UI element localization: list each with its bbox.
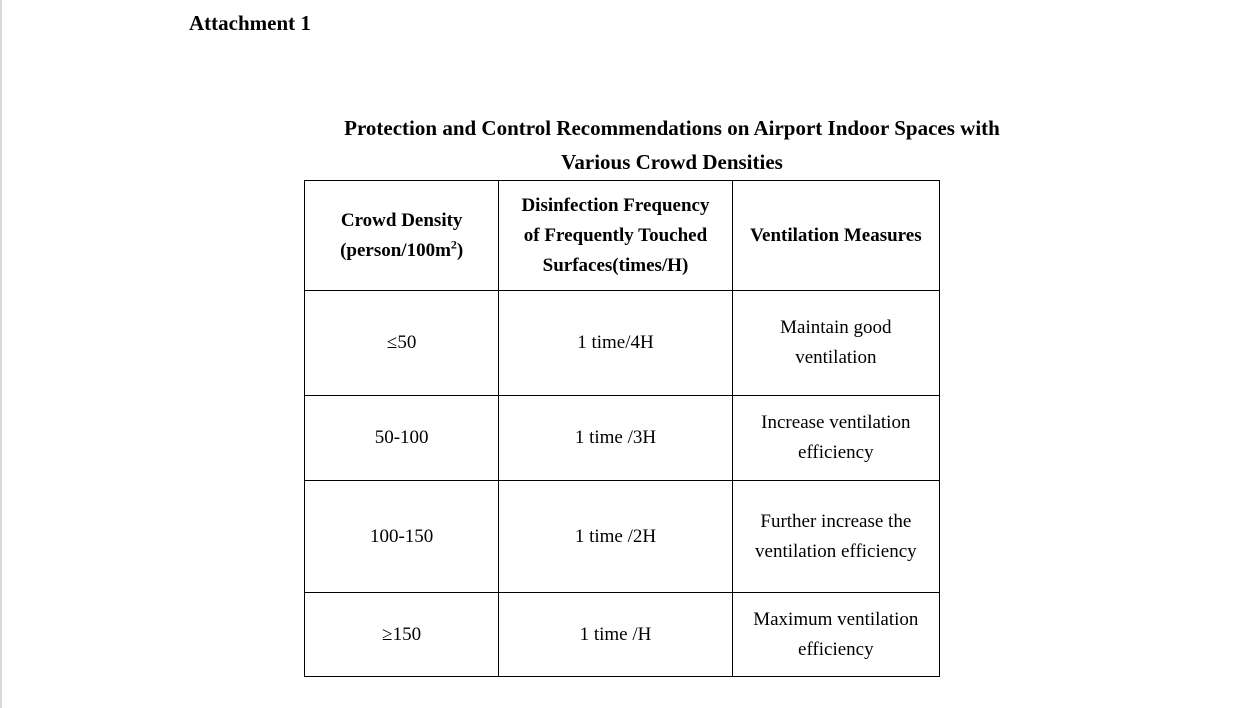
crowd-density-table (304, 180, 940, 677)
header-crowd-density-unit: (person/100m (340, 239, 451, 261)
document-title-line-1: Protection and Control Recommendations on Airport Indoor Spaces with (344, 116, 1000, 140)
density-cell: 50-100 (305, 396, 499, 481)
header-crowd-density-line-2 (307, 236, 496, 266)
frequency-cell: 1 time/4H (499, 291, 732, 396)
ventilation-line-2: efficiency (798, 442, 874, 463)
header-disinfection-line-2: of Frequently Touched (523, 224, 708, 246)
ventilation-cell (732, 396, 939, 481)
ventilation-line-1: Maximum ventilation (753, 608, 919, 630)
ventilation-cell (732, 593, 939, 677)
ventilation-line-1: Increase ventilation (761, 412, 911, 433)
header-disinfection-line-1: Disinfection Frequency (521, 194, 710, 216)
attachment-label: Attachment 1 (189, 11, 311, 35)
table-row (305, 396, 940, 481)
header-crowd-density-unit-close: ) (456, 239, 464, 261)
ventilation-line-2: ventilation (795, 347, 877, 368)
header-crowd-density-line-1: Crowd Density (340, 209, 463, 231)
ventilation-line-2: ventilation efficiency (755, 540, 917, 562)
ventilation-cell (732, 481, 939, 593)
density-cell: ≤50 (305, 291, 499, 396)
frequency-cell: 1 time /2H (499, 481, 732, 593)
ventilation-line-1: Further increase the (760, 510, 912, 532)
ventilation-cell (732, 291, 939, 396)
frequency-cell: 1 time /3H (499, 396, 732, 481)
document-title-line-2: Various Crowd Densities (561, 150, 783, 174)
header-crowd-density (305, 181, 499, 291)
header-ventilation-measures (732, 181, 939, 291)
density-cell: ≥150 (305, 593, 499, 677)
table-header-row (305, 181, 940, 291)
ventilation-line-2: efficiency (798, 638, 874, 660)
header-crowd-density-unit-exponent: 2 (450, 237, 457, 252)
density-cell: 100-150 (305, 481, 499, 593)
table-row (305, 593, 940, 677)
frequency-cell: 1 time /H (499, 593, 732, 677)
header-ventilation-label: Ventilation Measures (750, 224, 922, 246)
table-row (305, 291, 940, 396)
page-left-edge (0, 0, 2, 708)
table-row (305, 481, 940, 593)
ventilation-line-1: Maintain good (780, 317, 892, 338)
header-disinfection-frequency (499, 181, 732, 291)
document-title (200, 111, 1144, 179)
header-disinfection-line-3: Surfaces(times/H) (542, 254, 689, 276)
